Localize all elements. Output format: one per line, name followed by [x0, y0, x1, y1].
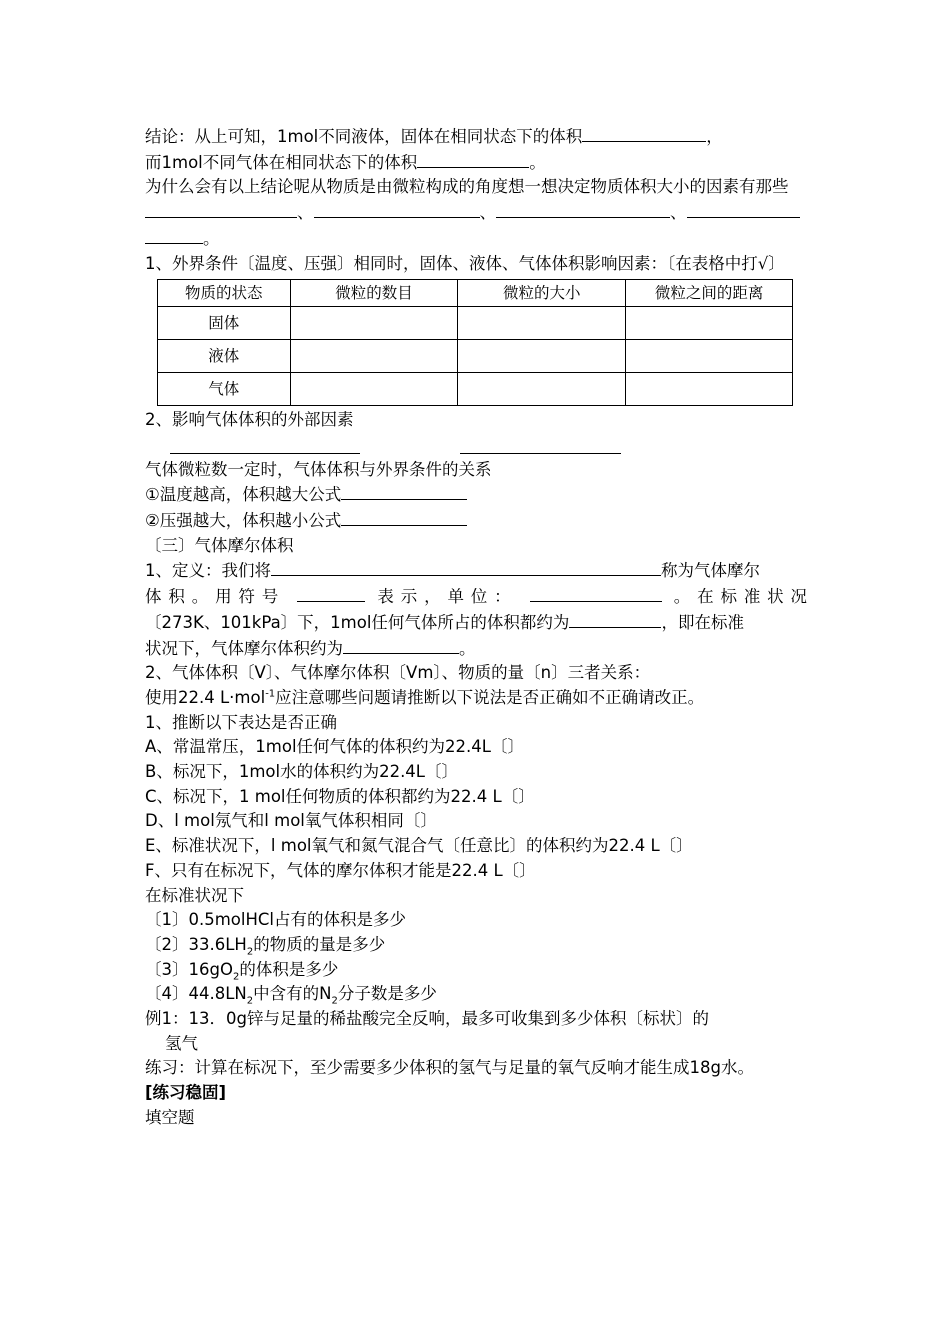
answer-cell[interactable] [626, 340, 793, 373]
answer-cell[interactable] [626, 307, 793, 340]
answer-cell[interactable] [458, 373, 626, 406]
blank-line [297, 584, 365, 602]
relation-line: 2、气体体积〔V〕、气体摩尔体积〔Vm〕、物质的量〔n〕三者关系： [145, 663, 651, 683]
practice-question: 练习：计算在标况下，至少需要多少体积的氢气与足量的氧气反响才能生成18g水。 [145, 1058, 754, 1078]
row-label: 气体 [158, 373, 291, 406]
blank-line [341, 508, 467, 526]
definition-line-4: 状况下，气体摩尔体积约为 。 [145, 636, 807, 662]
table-header-cell: 微粒的大小 [458, 280, 626, 307]
standard-conditions-title: 在标准状况下 [145, 885, 244, 905]
question-4: 〔4〕$44.8LN_2$中含有的$N_2$分子数是多少 [145, 984, 437, 1007]
conclusion-line-1: 结论：从上可知，1mol不同液体，固体在相同状态下的体积 ， [145, 124, 807, 150]
answer-cell[interactable] [626, 373, 793, 406]
judge-item-e: E、标准状况下，l mol氧气和氮气混合气〔任意比〕的体积约为22.4 L〔〕 [145, 836, 693, 856]
answer-cell[interactable] [290, 373, 458, 406]
judge-item-a: A、常温常压，1mol任何气体的体积约为22.4L〔〕 [145, 737, 524, 757]
table-header-cell: 物质的状态 [158, 280, 291, 307]
external-factors-blanks [145, 433, 807, 458]
blank-line [569, 610, 661, 628]
row-label: 液体 [158, 340, 291, 373]
state-factor-table [157, 279, 793, 406]
factors-blanks: 、 、 、 [145, 200, 807, 226]
blank-line [271, 558, 661, 576]
definition-line-3: 〔273K、101kPa〕下，1mol任何气体所占的体积都约为 ，即在标准 [145, 610, 807, 636]
external-factors-title: 2、影响气体体积的外部因素 [145, 410, 354, 430]
table-row [158, 307, 793, 340]
example-1: 例1：13．0g锌与足量的稀盐酸完全反响，最多可收集到多少体积〔标状〕的 [145, 1009, 709, 1029]
table-header-cell: 微粒的数目 [290, 280, 458, 307]
blank-line [687, 200, 800, 218]
molar-volume-title: 〔三〕气体摩尔体积 [145, 535, 294, 555]
question-1: 〔1〕0.5molHCl占有的体积是多少 [145, 910, 407, 930]
temperature-formula: ①温度越高，体积越大公式 [145, 482, 807, 508]
worksheet-page [145, 124, 807, 1131]
blank-line [343, 636, 459, 654]
question-3: 〔3〕$16gO_2$的体积是多少 [145, 959, 339, 982]
blank-line [170, 436, 360, 454]
question-2: 〔2〕$33.6LH_2$的物质的量是多少 [145, 934, 386, 958]
blank-line [145, 226, 203, 244]
blank-line [417, 150, 529, 168]
row-label: 固体 [158, 307, 291, 340]
factors-blanks-end: 。 [145, 226, 807, 252]
blank-line [314, 200, 480, 218]
answer-cell[interactable] [458, 307, 626, 340]
blank-line [582, 124, 706, 142]
example-1-cont: 氢气 [165, 1033, 198, 1053]
blank-line [145, 200, 297, 218]
pressure-formula: ②压强越大，体积越小公式 [145, 508, 807, 534]
usage-note: 使用22.4 L·mol$^{-1}$应注意哪些问题请推断以下说法是否正确如不正确请改正。 [145, 687, 705, 707]
table-header-cell: 微粒之间的距离 [626, 280, 793, 307]
table-row [158, 373, 793, 406]
answer-cell[interactable] [458, 340, 626, 373]
judge-item-c: C、标况下，1 mol任何物质的体积都约为22.4 L〔〕 [145, 786, 535, 806]
definition-line-1: 1、定义：我们将 称为气体摩尔 [145, 558, 807, 584]
conclusion-line-2: 而1mol不同气体在相同状态下的体积 。 [145, 150, 807, 176]
blank-line [530, 584, 662, 602]
conditions-heading: 1、外界条件〔温度、压强〕相同时，固体、液体、气体体积影响因素：〔在表格中打√〕 [145, 253, 785, 273]
fill-in-title: 填空题 [145, 1107, 195, 1127]
judge-title: 1、推断以下表达是否正确 [145, 712, 337, 732]
consolidation-heading: [练习稳固] [145, 1083, 227, 1103]
relation-text: 气体微粒数一定时，气体体积与外界条件的关系 [145, 459, 492, 479]
blank-line [460, 436, 621, 454]
judge-item-b: B、标况下，1mol水的体积约为22.4L〔〕 [145, 762, 459, 782]
definition-line-2: 体积。用符号 表示，单位： 。在标准状况 [145, 584, 807, 610]
question-factors: 为什么会有以上结论呢从物质是由微粒构成的角度想一想决定物质体积大小的因素有那些 [145, 177, 789, 197]
answer-cell[interactable] [290, 340, 458, 373]
blank-line [341, 482, 467, 500]
table-header-row [158, 280, 793, 307]
blank-line [496, 200, 670, 218]
answer-cell[interactable] [290, 307, 458, 340]
judge-item-f: F、只有在标况下，气体的摩尔体积才能是22.4 L〔〕 [145, 860, 536, 880]
judge-item-d: D、l mol氖气和l mol氧气体积相同〔〕 [145, 811, 437, 831]
table-row [158, 340, 793, 373]
